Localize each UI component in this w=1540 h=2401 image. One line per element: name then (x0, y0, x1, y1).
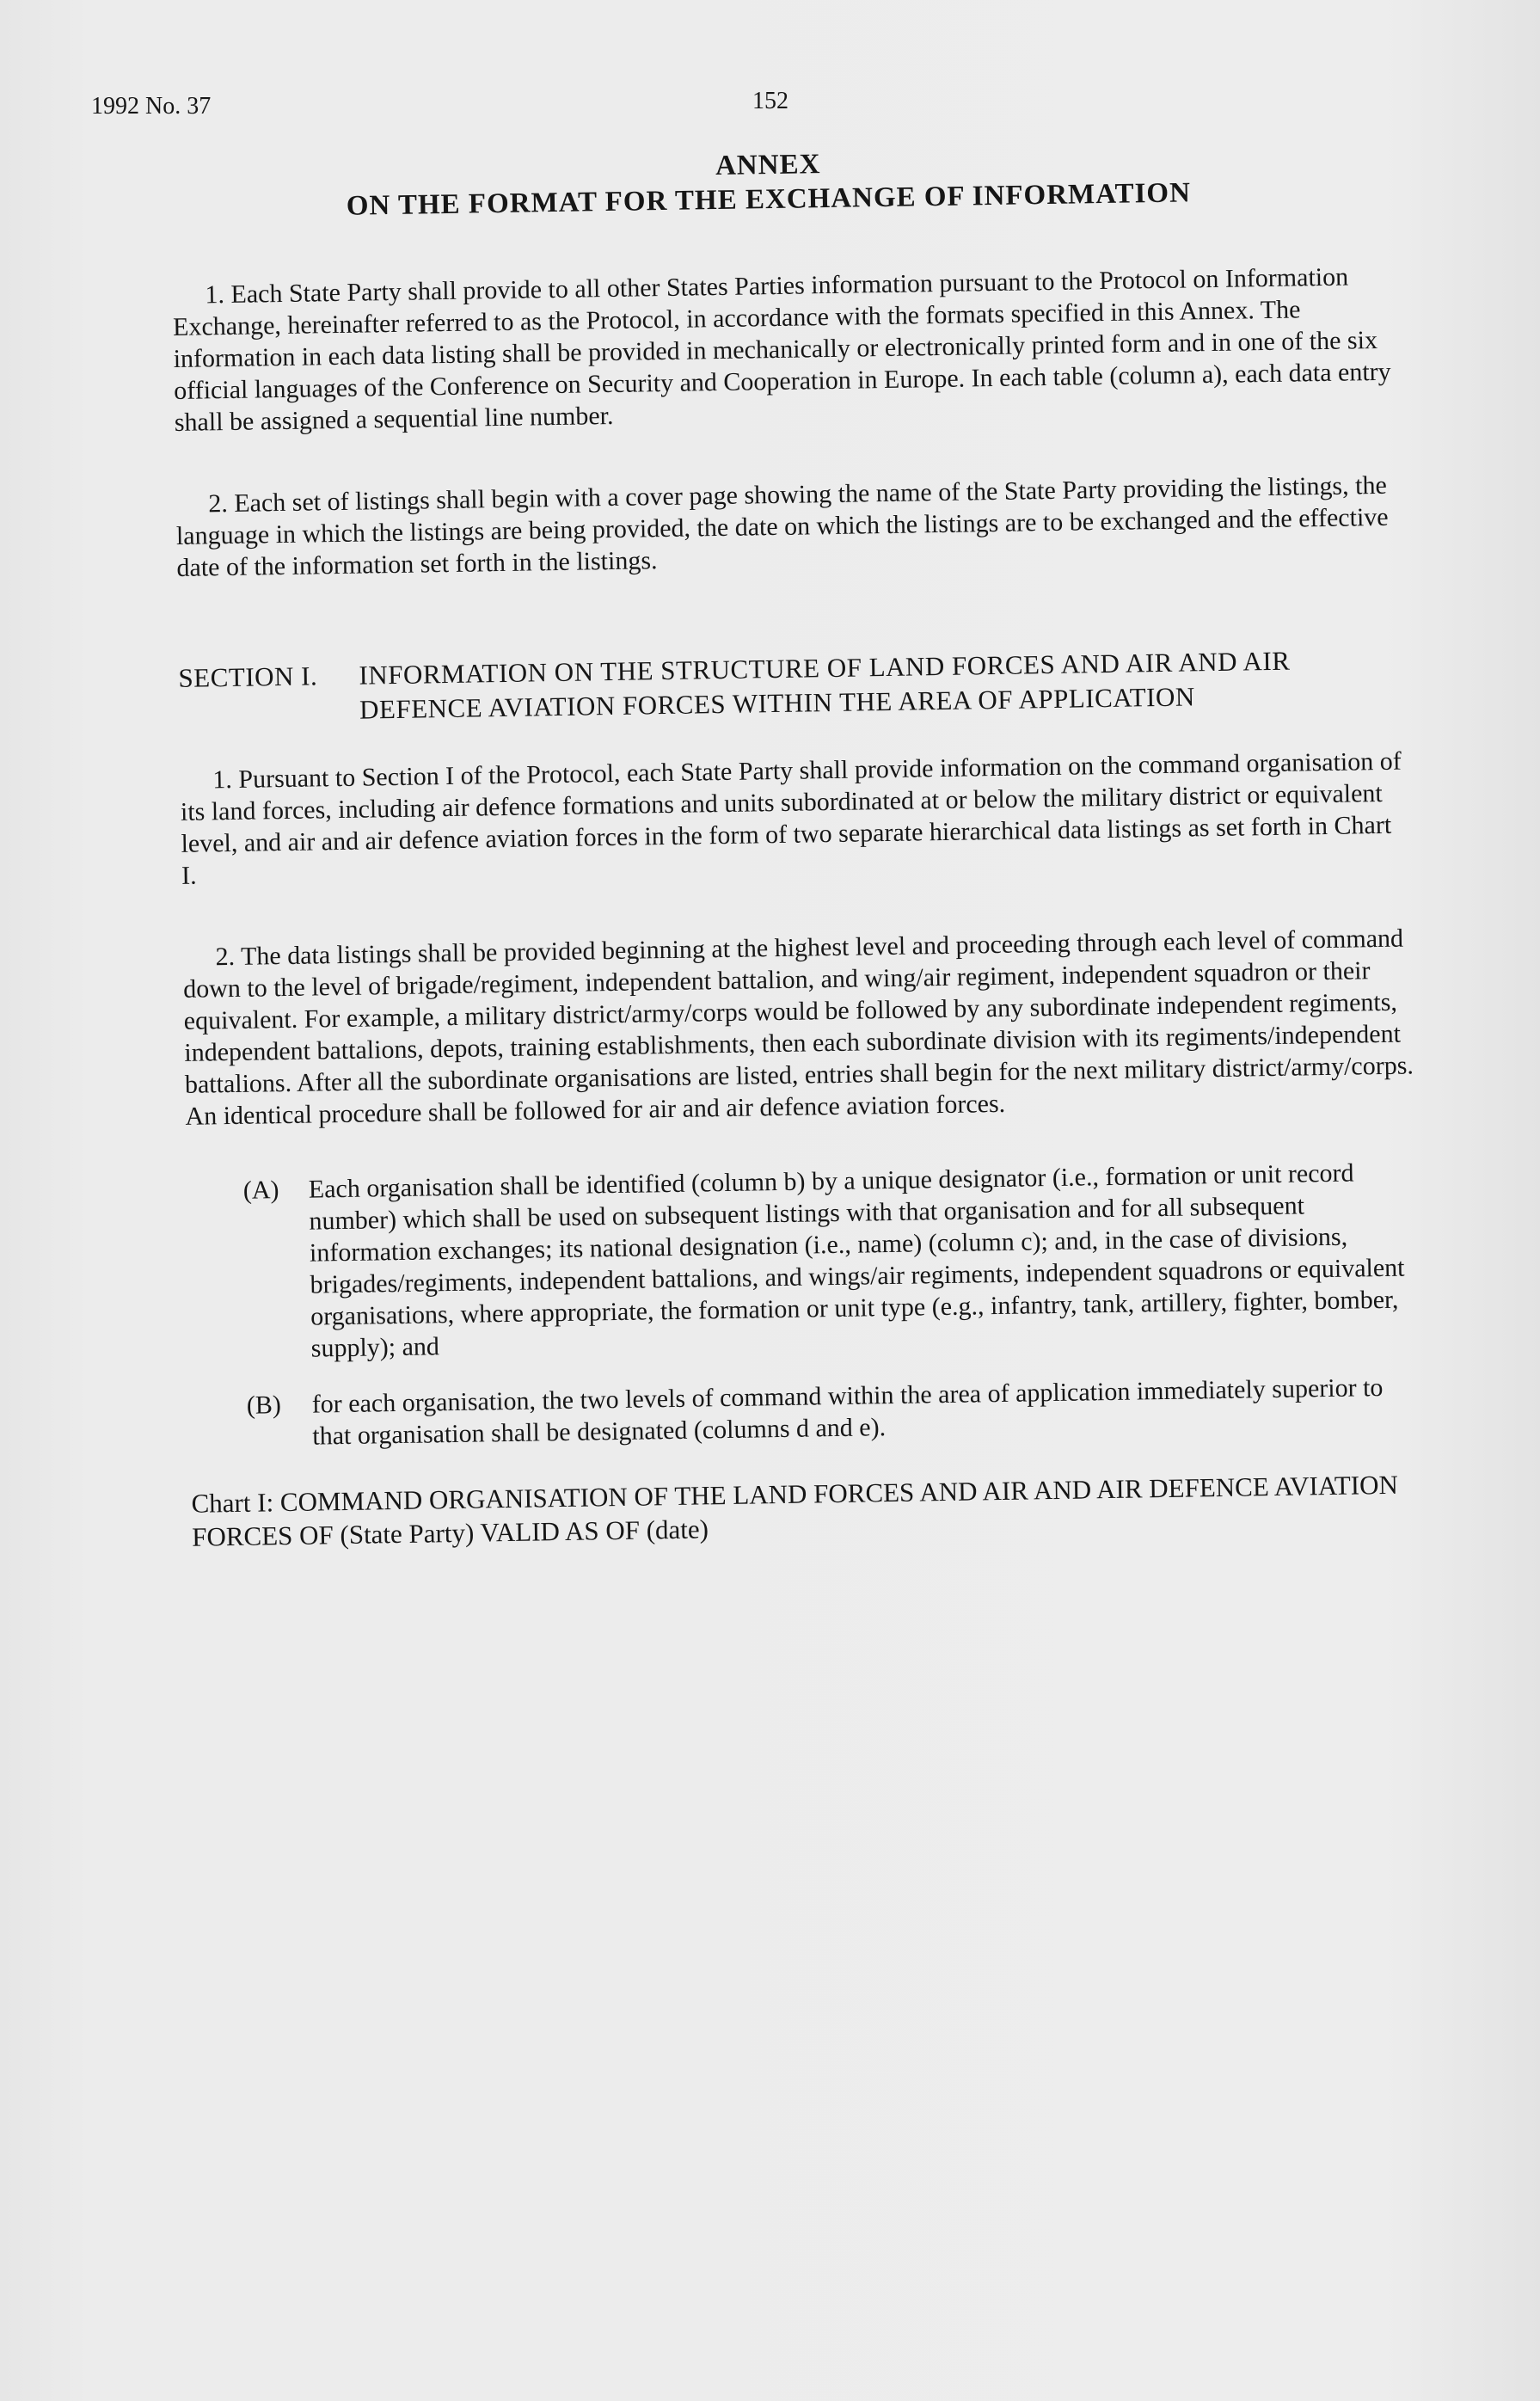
annex-title-line-1: ANNEX (715, 149, 821, 182)
section-paragraph-1-text: 1. Pursuant to Section I of the Protocol, each State Party shall provide information on the command organisation of its land forces, including air defence formations and units subordinated at or below the military district or equivalent level, and air and air defence aviation forces in the form of two separate hierarchical data listings as set forth in Chart I. (180, 746, 1402, 890)
section-title: INFORMATION ON THE STRUCTURE OF LAND FORCES AND AIR AND AIR DEFENCE AVIATION FORCES WITHIN THE AREA OF APPLICATION (359, 645, 1291, 725)
annex-title (170, 138, 1401, 226)
section-paragraph-1 (180, 745, 1411, 891)
sub-item-b-label: (B) (246, 1391, 282, 1420)
section-paragraph-2-text: 2. The data listings shall be provided beginning at the highest level and proceeding through each level of command down to the level of brigade/regiment, independent battalion, and wing/air regiment, independent squadron or their equivalent. For example, a military district/army/corps would be followed by any subordinate independent regiments, independent battalions, depots, training establishments, then each subordinate division with its regiments/independent battalions. After all the subordinate organisations are listed, entries shall begin for the next military district/army/corps. An identical procedure shall be followed for air and air defence aviation forces. (182, 924, 1414, 1131)
document-reference: 1992 No. 37 (91, 93, 212, 120)
page-number: 152 (752, 88, 788, 114)
section-number: SECTION I. (178, 660, 318, 693)
sub-item-b-text: for each organisation, the two levels of command within the area of application immediately superior to that organisation shall be designated (columns d and e). (311, 1373, 1384, 1451)
section-heading (178, 642, 1408, 729)
sub-item-b (190, 1371, 1420, 1453)
document-body (170, 138, 1421, 1554)
sub-item-list (187, 1156, 1420, 1453)
sub-item-a (187, 1156, 1419, 1366)
sub-item-a-label: (A) (242, 1176, 279, 1205)
annex-title-line-2: ON THE FORMAT FOR THE EXCHANGE OF INFORMATION (346, 177, 1192, 222)
chart-heading: Chart I: COMMAND ORGANISATION OF THE LAND FORCES AND AIR AND AIR DEFENCE AVIATION FORCES OF (State Party) VALID AS OF (date) (191, 1469, 1399, 1552)
intro-paragraph-1-text: 1. Each State Party shall provide to all other States Parties information pursuant to the Protocol on Information Exchange, hereinafter referred to as the Protocol, in accordance with the formats specified in this Annex. The information in each data listing shall be provided in mechanically or electronically printed form and in one of the six official languages of the Conference on Security and Cooperation in Europe. In each table (column a), each data entry shall be assigned a sequential line number. (172, 262, 1391, 437)
intro-paragraph-1 (172, 261, 1404, 439)
intro-paragraph-2-text: 2. Each set of listings shall begin with a cover page showing the name of the State Party providing the listings, the language in which the listings are being provided, the date on which the listings are to be exchanged and the effective date of the information set forth in the listings. (175, 470, 1389, 582)
sub-item-a-text: Each organisation shall be identified (column b) by a unique designator (i.e., formation or unit record number) which shall be used on subsequent listings with that organisation and for all subsequent information exchanges; its national designation (i.e., name) (column c); and, in the case of divisions, brigades/regiments, independent battalions, and wings/air regiments, independent squadrons or equivalent organisations, where appropriate, the formation or unit type (e.g., infantry, tank, artillery, fighter, bomber, supply); and (308, 1158, 1405, 1363)
intro-paragraph-2 (175, 469, 1407, 583)
section-paragraph-2 (182, 922, 1414, 1132)
